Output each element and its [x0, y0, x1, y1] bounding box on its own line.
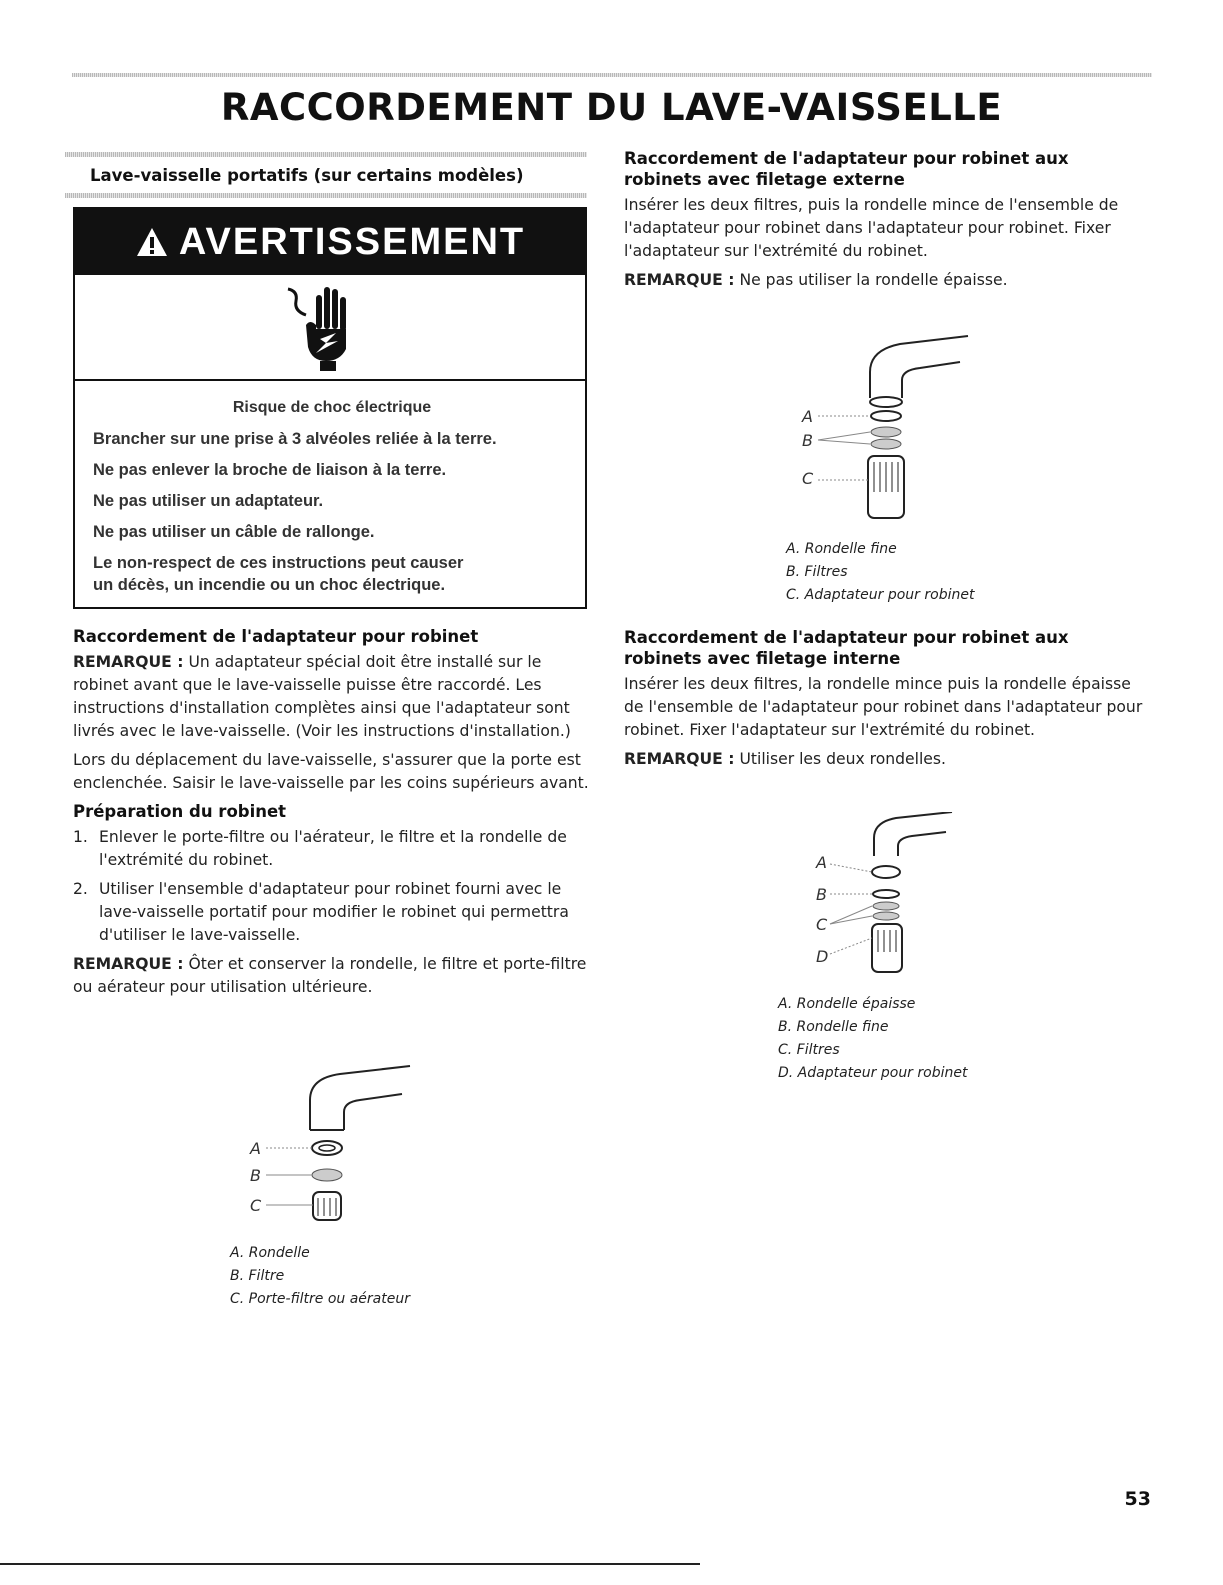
caption: D. Adaptateur pour robinet: [778, 1065, 968, 1081]
prep-step: 1. Enlever le porte-filtre ou l'aérateur, le filtre et la rondelle de l'extrémité du robinet.: [73, 828, 567, 869]
fig3-label-b: B: [816, 885, 827, 904]
fig1-label-c: C: [250, 1196, 262, 1215]
prep-note: REMARQUE : Ôter et conserver la rondelle, le filtre et porte-filtre ou aérateur pour utilisation ultérieure.: [73, 955, 587, 996]
internal-note: REMARQUE : Utiliser les deux rondelles.: [624, 750, 946, 768]
fig1-label-b: B: [250, 1166, 261, 1185]
fig3-label-a: A: [816, 853, 827, 872]
adapter-para: Lors du déplacement du lave-vaisselle, s'assurer que la porte est enclenchée. Saisir le lave-vaisselle par les coins supérieurs avant.: [73, 751, 589, 792]
subhead-rule-top: [65, 152, 587, 157]
caption: C. Filtres: [778, 1042, 840, 1058]
caption: B. Filtre: [230, 1268, 285, 1284]
external-text: Insérer les deux filtres, puis la rondelle mince de l'ensemble de l'adaptateur pour robinet dans l'adaptateur pour robinet. Fixer l'adaptateur sur l'extrémité du robinet.: [624, 196, 1119, 260]
caption: C. Porte-filtre ou aérateur: [230, 1291, 410, 1307]
prep-step: 2. Utiliser l'ensemble d'adaptateur pour robinet fourni avec le lave-vaisselle portatif pour modifier le robinet qui permettra d'utiliser le lave-vaisselle.: [73, 880, 569, 944]
warning-line: un décès, un incendie ou un choc électrique.: [93, 576, 446, 594]
caption: A. Rondelle épaisse: [778, 996, 916, 1012]
caption: A. Rondelle: [230, 1245, 310, 1261]
caption: B. Rondelle fine: [778, 1019, 889, 1035]
top-rule: [72, 73, 1152, 77]
fig2-captions: [786, 538, 974, 607]
warning-line-title: Risque de choc électrique: [232, 399, 432, 416]
faucet-figure-2: [790, 332, 990, 522]
right-column-internal: [624, 627, 1144, 777]
left-column-text: [73, 626, 593, 1005]
warning-triangle-icon: [135, 226, 169, 258]
subhead-rule-bottom: [65, 193, 587, 198]
prep-heading: Préparation du robinet: [73, 802, 287, 821]
warning-line: Ne pas enlever la broche de liaison à la terre.: [93, 461, 447, 479]
warning-header: [75, 209, 585, 275]
page-number: 53: [1124, 1488, 1151, 1510]
warning-text: [93, 397, 571, 596]
fig3-label-c: C: [816, 915, 828, 934]
fig2-label-a: A: [802, 407, 813, 426]
internal-heading: Raccordement de l'adaptateur pour robinet aux robinets avec filetage interne: [624, 628, 1069, 668]
fig2-label-b: B: [802, 431, 813, 450]
fig1-captions: [230, 1242, 410, 1311]
warning-icon-area: [75, 275, 585, 381]
electric-shock-hand-icon: [280, 281, 370, 373]
caption: A. Rondelle fine: [786, 541, 897, 557]
prep-steps: [73, 826, 593, 947]
adapter-note: REMARQUE : Un adaptateur spécial doit être installé sur le robinet avant que le lave-vaisselle puisse être raccordé. Les instructions d'installation complètes ainsi que l'adaptateur sont livrés avec le lave-vaisselle. (Voir les instructions d'installation.): [73, 653, 571, 740]
fig1-label-a: A: [250, 1139, 261, 1158]
section-subhead: Lave-vaisselle portatifs (sur certains modèles): [90, 166, 524, 185]
fig3-label-d: D: [816, 947, 829, 966]
caption: C. Adaptateur pour robinet: [786, 587, 975, 603]
external-note: REMARQUE : Ne pas utiliser la rondelle épaisse.: [624, 271, 1008, 289]
warning-box: [73, 207, 587, 609]
warning-line: Ne pas utiliser un câble de rallonge.: [93, 523, 375, 541]
fig2-label-c: C: [802, 469, 814, 488]
warning-header-label: AVERTISSEMENT: [178, 220, 526, 263]
caption: B. Filtres: [786, 564, 848, 580]
warning-line: Le non-respect de ces instructions peut causer: [93, 554, 464, 572]
warning-line: Brancher sur une prise à 3 alvéoles reliée à la terre.: [93, 430, 497, 448]
adapter-heading: Raccordement de l'adaptateur pour robinet: [73, 627, 479, 646]
fig3-captions: [778, 993, 967, 1085]
external-heading: Raccordement de l'adaptateur pour robinet aux robinets avec filetage externe: [624, 149, 1069, 189]
faucet-figure-1: [240, 1060, 440, 1230]
right-column-external: [624, 148, 1144, 298]
warning-line: Ne pas utiliser un adaptateur.: [93, 492, 324, 510]
page-title: RACCORDEMENT DU LAVE-VAISSELLE: [220, 86, 1003, 129]
faucet-figure-3: [800, 812, 970, 982]
internal-text: Insérer les deux filtres, la rondelle mince puis la rondelle épaisse de l'ensemble de l'adaptateur pour robinet dans l'adaptateur pour robinet. Fixer l'adaptateur sur l'extrémité du robinet.: [624, 675, 1143, 739]
bottom-rule: [0, 1563, 700, 1565]
